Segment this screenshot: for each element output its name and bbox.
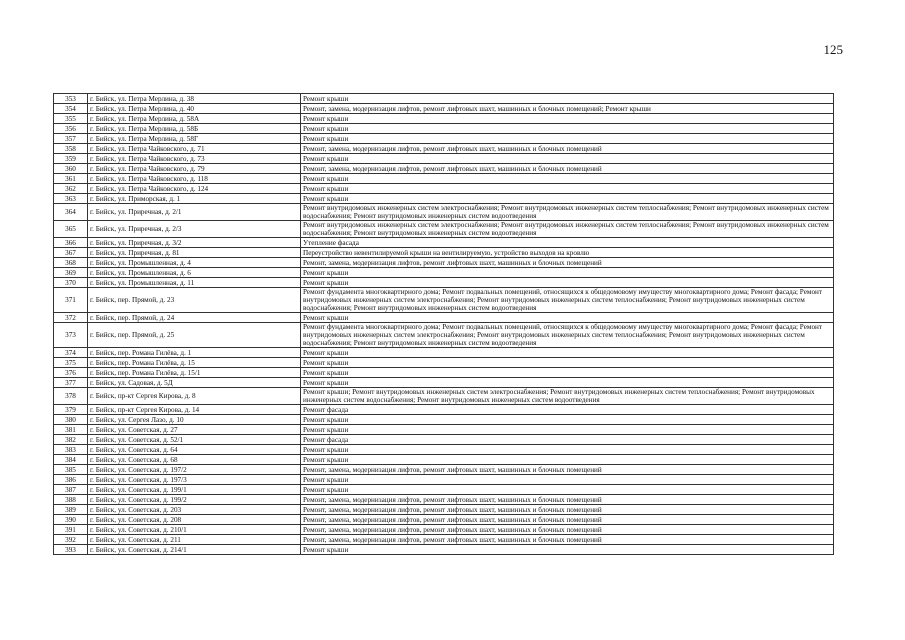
works-cell: Утепление фасада xyxy=(301,238,834,248)
works-cell: Ремонт крыши xyxy=(301,425,834,435)
table-row xyxy=(54,405,834,415)
row-number-cell: 353 xyxy=(54,94,88,104)
row-number-cell: 390 xyxy=(54,515,88,525)
works-cell: Ремонт крыши xyxy=(301,348,834,358)
address-cell: г. Бийск, ул. Промышленная, д. 4 xyxy=(88,258,301,268)
works-cell: Ремонт, замена, модернизация лифтов, ремонт лифтовых шахт, машинных и блочных помещений xyxy=(301,164,834,174)
table-row xyxy=(54,358,834,368)
row-number-cell: 387 xyxy=(54,485,88,495)
address-cell: г. Бийск, ул. Петра Мерлина, д. 38 xyxy=(88,94,301,104)
row-number-cell: 393 xyxy=(54,545,88,555)
row-number-cell: 371 xyxy=(54,288,88,313)
address-cell: г. Бийск, ул. Советская, д. 52/1 xyxy=(88,435,301,445)
table-row xyxy=(54,425,834,435)
row-number-cell: 355 xyxy=(54,114,88,124)
row-number-cell: 367 xyxy=(54,248,88,258)
table-row xyxy=(54,154,834,164)
table-row xyxy=(54,104,834,114)
table-row xyxy=(54,378,834,388)
works-cell: Ремонт крыши xyxy=(301,278,834,288)
table-row xyxy=(54,455,834,465)
address-cell: г. Бийск, ул. Приречная, д. 2/1 xyxy=(88,204,301,221)
table-row xyxy=(54,124,834,134)
address-cell: г. Бийск, ул. Советская, д. 211 xyxy=(88,535,301,545)
address-cell: г. Бийск, ул. Приречная, д. 81 xyxy=(88,248,301,258)
table-row xyxy=(54,94,834,104)
row-number-cell: 386 xyxy=(54,475,88,485)
works-cell: Ремонт крыши xyxy=(301,415,834,425)
table-row xyxy=(54,288,834,313)
row-number-cell: 356 xyxy=(54,124,88,134)
row-number-cell: 361 xyxy=(54,174,88,184)
row-number-cell: 366 xyxy=(54,238,88,248)
address-cell: г. Бийск, пр-кт Сергея Кирова, д. 8 xyxy=(88,388,301,405)
row-number-cell: 373 xyxy=(54,323,88,348)
table-row xyxy=(54,485,834,495)
row-number-cell: 362 xyxy=(54,184,88,194)
works-cell: Ремонт крыши xyxy=(301,114,834,124)
works-cell: Ремонт крыши xyxy=(301,368,834,378)
row-number-cell: 388 xyxy=(54,495,88,505)
table-row xyxy=(54,258,834,268)
address-cell: г. Бийск, ул. Советская, д. 203 xyxy=(88,505,301,515)
address-cell: г. Бийск, ул. Промышленная, д. 6 xyxy=(88,268,301,278)
works-cell: Ремонт, замена, модернизация лифтов, ремонт лифтовых шахт, машинных и блочных помещений xyxy=(301,258,834,268)
row-number-cell: 376 xyxy=(54,368,88,378)
works-cell: Ремонт крыши xyxy=(301,445,834,455)
address-cell: г. Бийск, ул. Советская, д. 199/2 xyxy=(88,495,301,505)
repair-program-table xyxy=(53,93,834,555)
works-cell: Переустройство невентилируемой крыши на вентилируемую, устройство выходов на кровлю xyxy=(301,248,834,258)
row-number-cell: 357 xyxy=(54,134,88,144)
table-row xyxy=(54,268,834,278)
row-number-cell: 381 xyxy=(54,425,88,435)
row-number-cell: 392 xyxy=(54,535,88,545)
table-row xyxy=(54,323,834,348)
row-number-cell: 375 xyxy=(54,358,88,368)
table-row xyxy=(54,475,834,485)
row-number-cell: 358 xyxy=(54,144,88,154)
works-cell: Ремонт внутридомовых инженерных систем электроснабжения; Ремонт внутридомовых инженерных систем теплоснабжения; Ремонт внутридомовых инженерных систем водоснабжения; Ремонт внутридомовых инженерных систем водоотведения xyxy=(301,204,834,221)
address-cell: г. Бийск, пер. Романа Гилёва, д. 1 xyxy=(88,348,301,358)
works-cell: Ремонт, замена, модернизация лифтов, ремонт лифтовых шахт, машинных и блочных помещений xyxy=(301,144,834,154)
table-row xyxy=(54,204,834,221)
address-cell: г. Бийск, пр-кт Сергея Кирова, д. 14 xyxy=(88,405,301,415)
table-row xyxy=(54,495,834,505)
address-cell: г. Бийск, ул. Петра Чайковского, д. 73 xyxy=(88,154,301,164)
address-cell: г. Бийск, ул. Советская, д. 64 xyxy=(88,445,301,455)
row-number-cell: 384 xyxy=(54,455,88,465)
address-cell: г. Бийск, ул. Приречная, д. 2/3 xyxy=(88,221,301,238)
works-cell: Ремонт крыши; Ремонт внутридомовых инженерных систем электроснабжения; Ремонт внутридомовых инженерных систем теплоснабжения; Ремонт внутридомовых инженерных систем водоснабжения; Ремонт внутридомовых инженерных систем водоотведения xyxy=(301,388,834,405)
address-cell: г. Бийск, ул. Петра Чайковского, д. 124 xyxy=(88,184,301,194)
works-cell: Ремонт, замена, модернизация лифтов, ремонт лифтовых шахт, машинных и блочных помещений xyxy=(301,495,834,505)
works-cell: Ремонт крыши xyxy=(301,358,834,368)
works-cell: Ремонт фасада xyxy=(301,405,834,415)
address-cell: г. Бийск, ул. Петра Мерлина, д. 40 xyxy=(88,104,301,114)
works-cell: Ремонт крыши xyxy=(301,94,834,104)
row-number-cell: 379 xyxy=(54,405,88,415)
works-cell: Ремонт, замена, модернизация лифтов, ремонт лифтовых шахт, машинных и блочных помещений xyxy=(301,525,834,535)
works-cell: Ремонт крыши xyxy=(301,194,834,204)
row-number-cell: 364 xyxy=(54,204,88,221)
table-row xyxy=(54,164,834,174)
page-number: 125 xyxy=(823,42,843,57)
row-number-cell: 372 xyxy=(54,313,88,323)
works-cell: Ремонт фундамента многоквартирного дома; Ремонт подвальных помещений, относящихся к общедомовому имуществу многоквартирного дома; Ремонт фасада; Ремонт внутридомовых инженерных систем электроснабжения; Ремонт внутридомовых инженерных систем теплоснабжения; Ремонт внутридомовых инженерных систем водоснабжения; Ремонт внутридомовых инженерных систем водоотведения xyxy=(301,288,834,313)
address-cell: г. Бийск, ул. Советская, д. 214/1 xyxy=(88,545,301,555)
table-row xyxy=(54,545,834,555)
address-cell: г. Бийск, пер. Романа Гилёва, д. 15/1 xyxy=(88,368,301,378)
works-cell: Ремонт крыши xyxy=(301,124,834,134)
table-row xyxy=(54,174,834,184)
row-number-cell: 359 xyxy=(54,154,88,164)
row-number-cell: 377 xyxy=(54,378,88,388)
address-cell: г. Бийск, ул. Петра Чайковского, д. 79 xyxy=(88,164,301,174)
row-number-cell: 385 xyxy=(54,465,88,475)
works-cell: Ремонт крыши xyxy=(301,134,834,144)
address-cell: г. Бийск, ул. Советская, д. 210/1 xyxy=(88,525,301,535)
address-cell: г. Бийск, ул. Советская, д. 199/1 xyxy=(88,485,301,495)
address-cell: г. Бийск, ул. Петра Мерлина, д. 58А xyxy=(88,114,301,124)
row-number-cell: 383 xyxy=(54,445,88,455)
row-number-cell: 370 xyxy=(54,278,88,288)
address-cell: г. Бийск, ул. Советская, д. 68 xyxy=(88,455,301,465)
table-row xyxy=(54,248,834,258)
works-cell: Ремонт фасада xyxy=(301,435,834,445)
works-cell: Ремонт крыши xyxy=(301,545,834,555)
address-cell: г. Бийск, ул. Сергея Лазо, д. 10 xyxy=(88,415,301,425)
address-cell: г. Бийск, пер. Романа Гилёва, д. 15 xyxy=(88,358,301,368)
row-number-cell: 382 xyxy=(54,435,88,445)
table-row xyxy=(54,134,834,144)
address-cell: г. Бийск, ул. Петра Чайковского, д. 118 xyxy=(88,174,301,184)
row-number-cell: 368 xyxy=(54,258,88,268)
row-number-cell: 365 xyxy=(54,221,88,238)
table-row xyxy=(54,445,834,455)
address-cell: г. Бийск, ул. Советская, д. 197/2 xyxy=(88,465,301,475)
works-cell: Ремонт, замена, модернизация лифтов, ремонт лифтовых шахт, машинных и блочных помещений xyxy=(301,515,834,525)
address-cell: г. Бийск, ул. Советская, д. 197/3 xyxy=(88,475,301,485)
row-number-cell: 391 xyxy=(54,525,88,535)
works-cell: Ремонт крыши xyxy=(301,184,834,194)
table-row xyxy=(54,388,834,405)
works-cell: Ремонт крыши xyxy=(301,268,834,278)
row-number-cell: 360 xyxy=(54,164,88,174)
works-cell: Ремонт крыши xyxy=(301,378,834,388)
works-cell: Ремонт крыши xyxy=(301,485,834,495)
table-row xyxy=(54,435,834,445)
table-row xyxy=(54,465,834,475)
address-cell: г. Бийск, пер. Прямой, д. 24 xyxy=(88,313,301,323)
row-number-cell: 389 xyxy=(54,505,88,515)
table-row xyxy=(54,184,834,194)
table-body xyxy=(54,94,834,555)
address-cell: г. Бийск, ул. Петра Чайковского, д. 71 xyxy=(88,144,301,154)
works-cell: Ремонт крыши xyxy=(301,475,834,485)
table-row xyxy=(54,505,834,515)
address-cell: г. Бийск, ул. Приморская, д. 1 xyxy=(88,194,301,204)
table-row xyxy=(54,368,834,378)
works-cell: Ремонт крыши xyxy=(301,313,834,323)
works-cell: Ремонт, замена, модернизация лифтов, ремонт лифтовых шахт, машинных и блочных помещений xyxy=(301,465,834,475)
works-cell: Ремонт фундамента многоквартирного дома; Ремонт подвальных помещений, относящихся к общедомовому имуществу многоквартирного дома; Ремонт фасада; Ремонт внутридомовых инженерных систем электроснабжения; Ремонт внутридомовых инженерных систем теплоснабжения; Ремонт внутридомовых инженерных систем водоснабжения; Ремонт внутридомовых инженерных систем водоотведения xyxy=(301,323,834,348)
address-cell: г. Бийск, ул. Промышленная, д. 11 xyxy=(88,278,301,288)
address-cell: г. Бийск, ул. Петра Мерлина, д. 58Б xyxy=(88,124,301,134)
address-cell: г. Бийск, пер. Прямой, д. 25 xyxy=(88,323,301,348)
works-cell: Ремонт крыши xyxy=(301,174,834,184)
table-row xyxy=(54,535,834,545)
table-row xyxy=(54,278,834,288)
address-cell: г. Бийск, ул. Приречная, д. 3/2 xyxy=(88,238,301,248)
works-cell: Ремонт, замена, модернизация лифтов, ремонт лифтовых шахт, машинных и блочных помещений; Ремонт крыши xyxy=(301,104,834,114)
works-cell: Ремонт, замена, модернизация лифтов, ремонт лифтовых шахт, машинных и блочных помещений xyxy=(301,535,834,545)
table-row xyxy=(54,194,834,204)
address-cell: г. Бийск, ул. Садовая, д. 5Д xyxy=(88,378,301,388)
row-number-cell: 354 xyxy=(54,104,88,114)
row-number-cell: 380 xyxy=(54,415,88,425)
address-cell: г. Бийск, ул. Советская, д. 208 xyxy=(88,515,301,525)
table-row xyxy=(54,144,834,154)
address-cell: г. Бийск, пер. Прямой, д. 23 xyxy=(88,288,301,313)
address-cell: г. Бийск, ул. Советская, д. 27 xyxy=(88,425,301,435)
address-cell: г. Бийск, ул. Петра Мерлина, д. 58Г xyxy=(88,134,301,144)
table-row xyxy=(54,415,834,425)
works-cell: Ремонт крыши xyxy=(301,455,834,465)
table-row xyxy=(54,525,834,535)
row-number-cell: 374 xyxy=(54,348,88,358)
row-number-cell: 378 xyxy=(54,388,88,405)
works-cell: Ремонт внутридомовых инженерных систем электроснабжения; Ремонт внутридомовых инженерных систем теплоснабжения; Ремонт внутридомовых инженерных систем водоснабжения; Ремонт внутридомовых инженерных систем водоотведения xyxy=(301,221,834,238)
table-row xyxy=(54,238,834,248)
works-cell: Ремонт, замена, модернизация лифтов, ремонт лифтовых шахт, машинных и блочных помещений xyxy=(301,505,834,515)
row-number-cell: 369 xyxy=(54,268,88,278)
table-row xyxy=(54,313,834,323)
works-cell: Ремонт крыши xyxy=(301,154,834,164)
table-row xyxy=(54,348,834,358)
table-row xyxy=(54,221,834,238)
row-number-cell: 363 xyxy=(54,194,88,204)
table-row xyxy=(54,114,834,124)
table-row xyxy=(54,515,834,525)
